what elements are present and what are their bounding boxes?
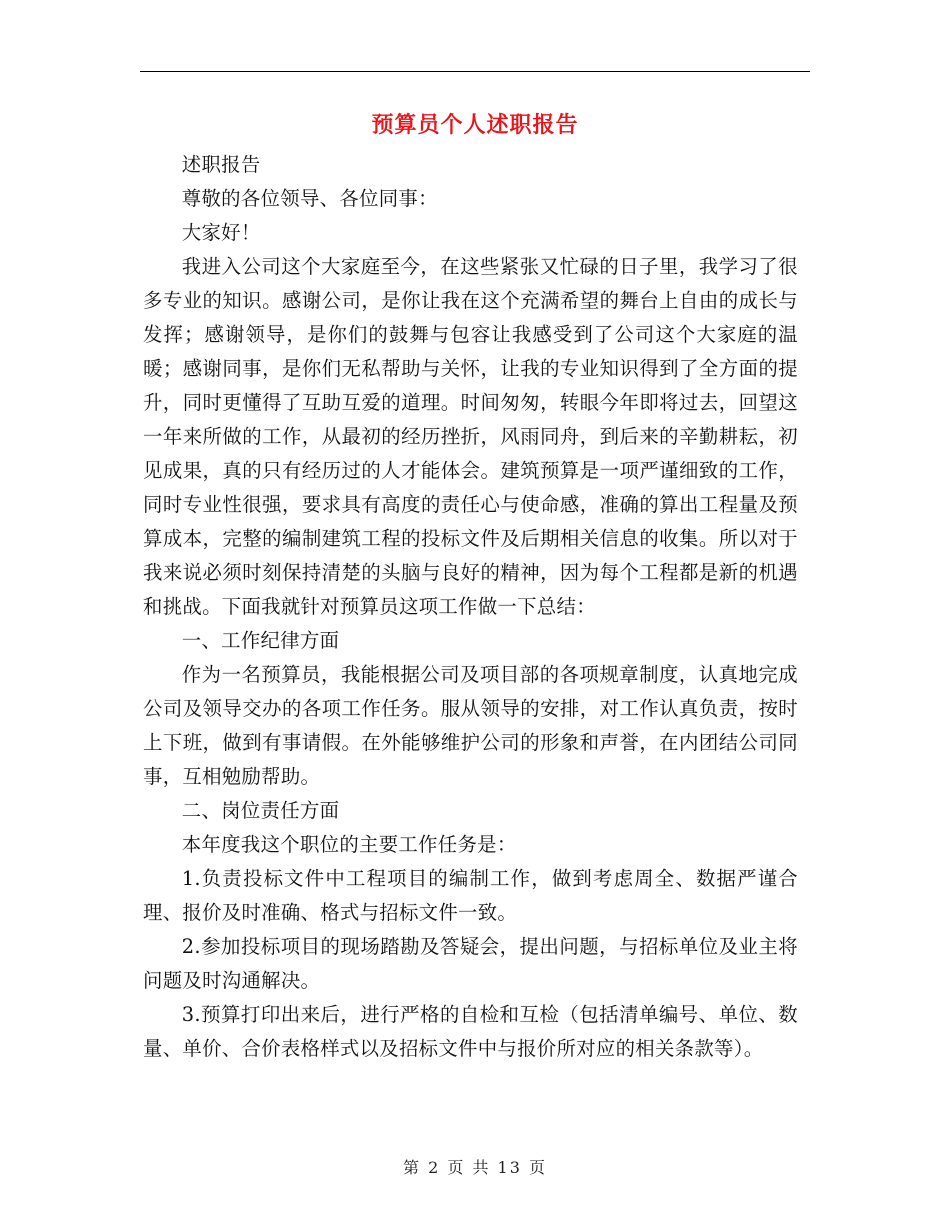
paragraph-work-discipline: 作为一名预算员，我能根据公司及项目部的各项规章制度，认真地完成公司及领导交办的各项工作任务。服从领导的安排，对工作认真负责，按时上下班，做到有事请假。在外能够维护公司的形象和声誉，在内团结公司同事，互相勉励帮助。 <box>143 663 798 788</box>
paragraph-heading: 述职报告 <box>181 153 261 176</box>
paragraph-tasks-intro: 本年度我这个职位的主要工作任务是： <box>181 833 517 856</box>
list-item-task-3: 3.预算打印出来后，进行严格的自检和互检（包括清单编号、单位、数量、单价、合价表格样式以及招标文件中与报价所对应的相关条款等）。 <box>143 1003 798 1060</box>
paragraph-intro: 我进入公司这个大家庭至今，在这些紧张又忙碌的日子里，我学习了很多专业的知识。感谢公司，是你让我在这个充满希望的舞台上自由的成长与发挥；感谢领导，是你们的鼓舞与包容让我感受到了公司这个大家庭的温暖；感谢同事，是你们无私帮助与关怀，让我的专业知识得到了全方面的提升，同时更懂得了互助互爱的道理。时间匆匆，转眼今年即将过去，回望这一年来所做的工作，从最初的经历挫折，风雨同舟，到后来的辛勤耕耘，初见成果，真的只有经历过的人才能体会。建筑预算是一项严谨细致的工作，同时专业性很强，要求具有高度的责任心与使命感，准确的算出工程量及预算成本，完整的编制建筑工程的投标文件及后期相关信息的收集。所以对于我来说必须时刻保持清楚的头脑与良好的精神，因为每个工程都是新的机遇和挑战。下面我就针对预算员这项工作做一下总结： <box>143 255 798 618</box>
document-body <box>143 148 798 1066</box>
section-heading-work-discipline: 一、工作纪律方面 <box>181 629 340 652</box>
list-item-task-1: 1.负责投标文件中工程项目的编制工作，做到考虑周全、数据严谨合理、报价及时准确、格式与招标文件一致。 <box>143 867 798 924</box>
header-rule <box>140 71 810 72</box>
list-item-task-2: 2.参加投标项目的现场踏勘及答疑会，提出问题，与招标单位及业主将问题及时沟通解决。 <box>143 935 798 992</box>
section-heading-job-responsibility: 二、岗位责任方面 <box>181 799 340 822</box>
page-number-footer: 第 2 页 共 13 页 <box>403 1158 547 1177</box>
paragraph-salutation: 尊敬的各位领导、各位同事： <box>181 187 438 210</box>
document-title: 预算员个人述职报告 <box>371 112 579 138</box>
paragraph-greeting: 大家好！ <box>181 221 261 244</box>
